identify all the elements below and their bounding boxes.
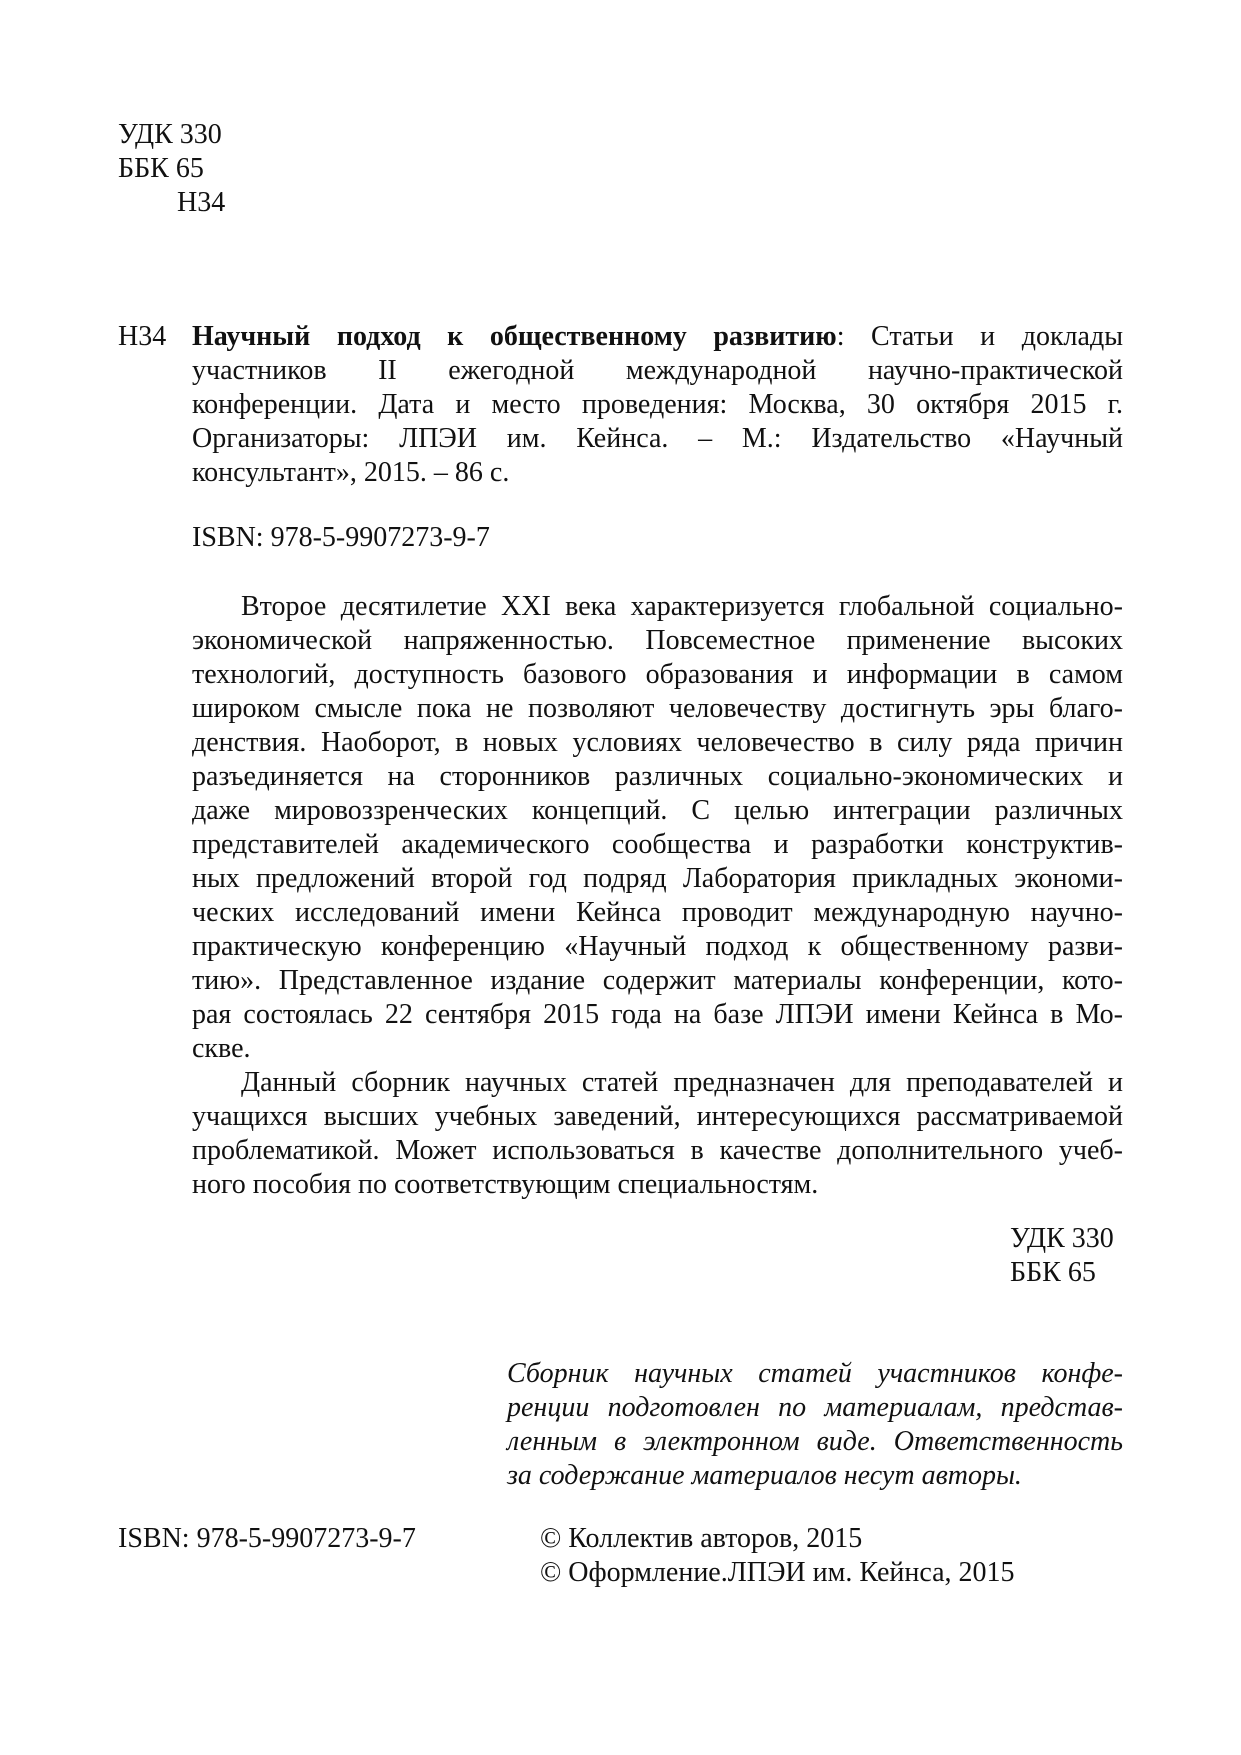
abstract-line: проблематикой. Может использоваться в качестве дополнительного учеб- [192,1135,1123,1166]
abstract-paragraph-1 [192,590,1123,1066]
abstract-line: разъединяется на сторонников различных социально-экономических и [192,761,1123,792]
note-line: за содержание материалов несут авторы. [507,1460,1022,1491]
copyright [540,1522,1015,1590]
abstract-line: экономической напряженностью. Повсеместное применение высоких [192,625,1123,656]
biblio-line-3: конференции. Дата и место проведения: Москва, 30 октября 2015 г. [192,389,1123,420]
footer-isbn: ISBN: 978-5-9907273-9-7 [118,1523,416,1554]
biblio-author-mark: Н34 [118,321,167,352]
abstract-line: ческих исследований имени Кейнса проводит международную научно- [192,897,1123,928]
copyright-authors: © Коллектив авторов, 2015 [540,1523,863,1554]
note-line: ленным в электронном виде. Ответственность [507,1426,1123,1457]
note-line: ренции подготовлен по материалам, представ- [507,1392,1123,1423]
isbn: ISBN: 978-5-9907273-9-7 [192,522,490,553]
abstract-paragraph-2 [192,1066,1123,1202]
bbk-code: ББК 65 [118,153,204,184]
udk-code-right: УДК 330 [1010,1223,1114,1254]
abstract-line: технологий, доступность базового образования и информации в самом [192,659,1123,690]
book-title: Научный подход к общественному развитию [192,321,837,352]
abstract-line: скве. [192,1033,251,1064]
header-codes [118,118,225,220]
abstract-line: учащихся высших учебных заведений, интересующихся рассматриваемой [192,1101,1123,1132]
abstract-line: представителей академического сообщества и разработки конструктив- [192,829,1123,860]
biblio-line-5: консультант», 2015. – 86 с. [192,457,510,488]
abstract-line: ных предложений второй год подряд Лаборатория прикладных экономи- [192,863,1123,894]
abstract-line: тию». Представленное издание содержит материалы конференции, кото- [192,965,1123,996]
biblio-line-2: участников II ежегодной международной научно-практической [192,355,1123,386]
note-line: Сборник научных статей участников конфе- [507,1358,1123,1389]
abstract-line: ного пособия по соответствующим специальностям. [192,1169,819,1200]
codes-right [1010,1222,1114,1290]
biblio-line-4: Организаторы: ЛПЭИ им. Кейнса. – М.: Издательство «Научный [192,423,1123,454]
bbk-code-right: ББК 65 [1010,1257,1096,1288]
udk-code: УДК 330 [118,119,222,150]
abstract-line: рая состоялась 22 сентября 2015 года на базе ЛПЭИ имени Кейнса в Мо- [192,999,1123,1030]
copyright-design: © Оформление.ЛПЭИ им. Кейнса, 2015 [540,1557,1015,1588]
bibliographic-record [192,320,1123,490]
abstract-line: денствия. Наоборот, в новых условиях человечество в силу ряда причин [192,727,1123,758]
abstract-line: широком смысле пока не позволяют человечеству достигнуть эры благо- [192,693,1123,724]
abstract [192,590,1123,1202]
abstract-line: Данный сборник научных статей предназначен для преподавателей и [241,1067,1123,1098]
editorial-note [507,1357,1123,1493]
author-mark: Н34 [177,187,226,218]
abstract-line: даже мировоззренческих концепций. С целью интеграции различных [192,795,1123,826]
biblio-line-1: Научный подход к общественному развитию: Статьи и доклады [192,321,1124,352]
abstract-line: практическую конференцию «Научный подход к общественному разви- [192,931,1123,962]
abstract-line: Второе десятилетие XXI века характеризуется глобальной социально- [241,591,1123,622]
